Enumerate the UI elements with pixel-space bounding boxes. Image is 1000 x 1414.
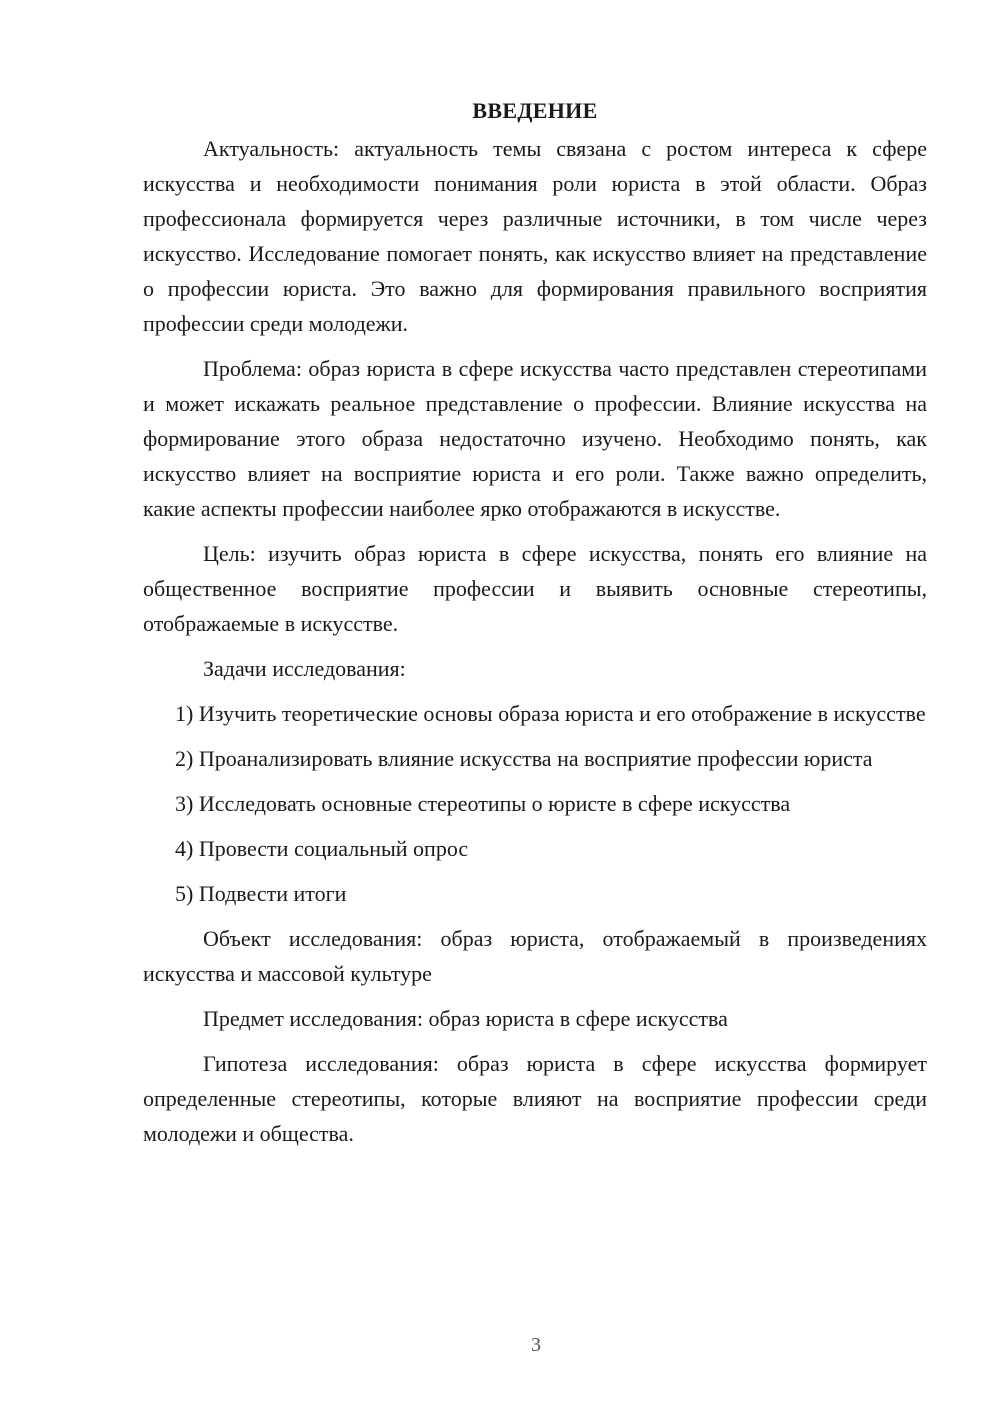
page-content: [143, 93, 927, 1161]
page-number: 3: [531, 1334, 541, 1356]
task-item-2: 2) Проанализировать влияние искусства на восприятие профессии юриста: [175, 746, 873, 771]
task-item-4: 4) Провести социальный опрос: [175, 836, 469, 861]
section-title: ВВЕДЕНИЕ: [472, 98, 598, 123]
paragraph-relevance: Актуальность: актуальность темы связана с ростом интереса к сфере искусства и необходимости понимания роли юриста в этой области. Образ профессионала формируется через различные источники, в том числе через искусство. Исследование помогает понять, как искусство влияет на представление о профессии юриста. Это важно для формирования правильного восприятия профессии среди молодежи.: [143, 136, 927, 336]
task-item-3: 3) Исследовать основные стереотипы о юристе в сфере искусства: [175, 791, 791, 816]
paragraph-tasks-heading: Задачи исследования:: [203, 656, 406, 681]
paragraph-object: Объект исследования: образ юриста, отображаемый в произведениях искусства и массовой культуре: [143, 926, 927, 986]
paragraph-subject: Предмет исследования: образ юриста в сфере искусства: [203, 1006, 728, 1031]
task-item-5: 5) Подвести итоги: [175, 881, 347, 906]
paragraph-hypothesis: Гипотеза исследования: образ юриста в сфере искусства формирует определенные стереотипы, которые влияют на восприятие профессии среди молодежи и общества.: [143, 1051, 927, 1146]
paragraph-goal: Цель: изучить образ юриста в сфере искусства, понять его влияние на общественное восприятие профессии и выявить основные стереотипы, отображаемые в искусстве.: [143, 541, 927, 636]
paragraph-problem: Проблема: образ юриста в сфере искусства часто представлен стереотипами и может искажать реальное представление о профессии. Влияние искусства на формирование этого образа недостаточно изучено. Необходимо понять, как искусство влияет на восприятие юриста и его роли. Также важно определить, какие аспекты профессии наиболее ярко отображаются в искусстве.: [143, 356, 927, 521]
task-item-1: 1) Изучить теоретические основы образа юриста и его отображение в искусстве: [175, 701, 926, 726]
